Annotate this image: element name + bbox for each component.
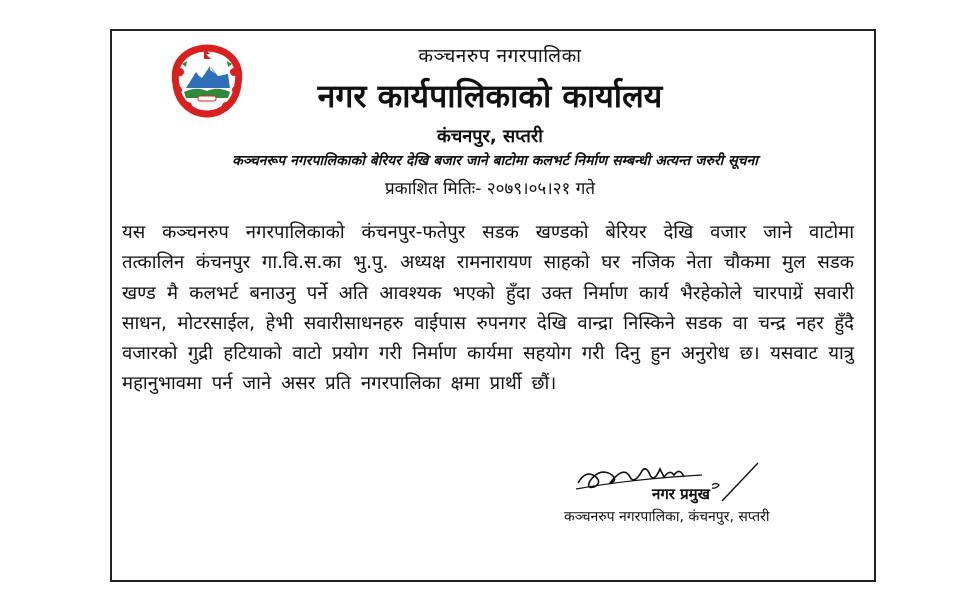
signer-title: नगर प्रमुख <box>652 485 710 503</box>
office-title: नगर कार्यपालिकाको कार्यालय <box>317 77 663 115</box>
municipality-name: कञ्चनरुप नगरपालिका <box>418 45 582 67</box>
published-date: प्रकाशित मितिः- २०७९।०५।२१ गते <box>384 179 596 199</box>
office-location: कंचनपुर, सप्तरी <box>437 126 543 147</box>
signer-organization: कञ्चनरुप नगरपालिका, कंचनपुर, सप्तरी <box>564 509 770 525</box>
notice-subject: कञ्चनरूप नगरपालिकाको बेरियर देखि बजार जाने बाटोमा कलभर्ट निर्माण सम्बन्धी अत्यन्त जरुरी सूचना <box>232 153 758 169</box>
notice-body: यस कञ्चनरुप नगरपालिकाको कंचनपुर-फतेपुर सडक खण्डको बेरियर देखि वजार जाने वाटोमा तत्कालिन कंचनपुर गा.वि.स.का भु.पु. अध्यक्ष रामनारायण साहको घर नजिक नेता चौकमा मुल सडक खण्ड मै कलभर्ट बनाउनु पर्ने अति आवश्यक भएको हुँदा उक्त निर्माण कार्य भैरहेकोले चारपाग्रें सवारी साधन, मोटरसाईल, हेभी सवारीसाधनहरु वाईपास रुपनगर देखि वान्द्रा निस्किने सडक वा चन्द्र नहर हुँदै वजारको गुद्री हटियाको वाटो प्रयोग गरी निर्माण कार्यमा सहयोग गरी दिनु हुन अनुरोध छ। यसवाट यात्रु महानुभावमा पर्न जाने असर प्रति नगरपालिका क्षमा प्रार्थी छौं। <box>122 222 854 395</box>
